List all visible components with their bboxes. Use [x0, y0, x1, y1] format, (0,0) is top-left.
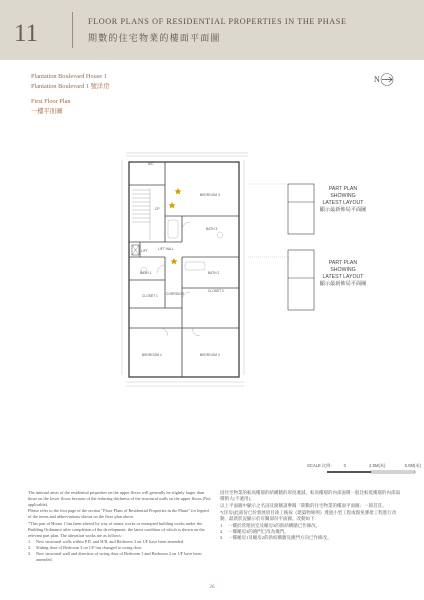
note-zh-3: *(洋房)此部份已於發展項目竣工後按《建築物條例》透過小型工程或豁免審批工程進行改動，最新狀況顯示於有關部份平面圖。改動如下： — [220, 510, 397, 521]
notes-chinese — [220, 490, 400, 541]
floor-plan — [120, 150, 320, 395]
room-label-bedroom1: BEDROOM 1 — [142, 353, 162, 357]
list-item: 2. Sliding door of Bedroom 3 on 1/F has changed to swing door. — [28, 545, 143, 551]
section-number: 11 — [14, 20, 39, 47]
list-item: 2. 一樓睡房3的趟門已改為掩門。 — [220, 529, 289, 534]
room-label-bath1: BATH 1 — [140, 271, 152, 275]
room-label-lift: LIFT — [141, 249, 148, 253]
floor-name-en: First Floor Plan — [31, 98, 71, 105]
room-label-lift-hall: LIFT HALL — [158, 247, 174, 251]
list-item: 1. New structural walls within P.D. and H.R. and Bedroom 3 on 1/F have been amended. — [28, 539, 185, 545]
note-en-1: The internal areas of the residential properties on the upper floors will generally be slightly larger than those on the lower floors because of the reducing thickness of the structural walls on the upper floors (Not applicable). — [28, 490, 211, 507]
scale-mark-1: 2.5M(米) — [369, 463, 386, 468]
room-label-corridor: CORRIDOR — [166, 292, 184, 296]
room-label-closet1: CLOSET 1 — [142, 294, 158, 298]
header-divider — [72, 12, 76, 48]
room-label-bedroom3: BEDROOM 3 — [200, 193, 220, 197]
svg-text:N: N — [374, 75, 380, 84]
note-en-2: Please refer to the first page of the section "Floor Plans of Residential Properties in the Phase" for legend of the terms and abbreviations shown on the floor plan above. — [28, 508, 209, 520]
room-label-cp: CP — [155, 207, 160, 211]
room-label-bath3: BATH 3 — [206, 227, 218, 231]
room-label-bath2: BATH 2 — [208, 271, 220, 275]
scale-label: SCALE 比例： — [307, 463, 335, 468]
room-label-bedroom2: BEDROOM 2 — [200, 353, 220, 357]
part-plan-label-2: PART PLAN SHOWING LATEST LAYOUT 顯示最新佈局平面圖 — [319, 260, 367, 287]
house-name-zh: Plantation Boulevard 1 號洋房 — [31, 83, 110, 90]
house-name-en: Plantation Boulevard House 1 — [31, 73, 107, 80]
section-title-en: FLOOR PLANS OF RESIDENTIAL PROPERTIES IN THE PHASE — [88, 17, 347, 26]
note-zh-1: 因住宅物業的較高樓層的結構牆的厚度遞減，較高樓層的內部面積一般比較低樓層的內部面積稍大(不適用)。 — [220, 490, 400, 501]
part-plan-label-1: PART PLAN SHOWING LATEST LAYOUT 顯示最新佈局平面圖 — [319, 186, 367, 213]
list-item: 3. New structural wall and direction of swing door of Bedroom 1 and Bedroom 2 on 1/F have been amended. — [28, 550, 202, 562]
section-title-zh: 期數的住宅物業的樓面平面圖 — [88, 33, 221, 43]
notes-english — [28, 490, 211, 563]
room-label-ac: A/C — [148, 162, 154, 166]
scale-mark-2: 5.0M(米) — [404, 463, 421, 468]
note-en-3: *This part of House 1 has been altered by way of minor works or exempted building works under the Building Ordinance after completion of the development, the latest condition of which is shown on the relevant part plan. The alteration works are as follows: — [28, 520, 205, 538]
page-number: 26 — [209, 585, 215, 590]
scale-mark-0: 0 — [343, 463, 346, 468]
scale-ruler — [327, 470, 417, 475]
scale-bar — [307, 463, 421, 475]
note-zh-2: 以上平面圖中顯示之名詞及簡稱請參閱「期數的住宅物業的樓面平面圖」一節首頁。 — [220, 503, 387, 508]
list-item: 3. 一樓睡房1及睡房2的新結構牆及掩門方向已作修改。 — [220, 535, 332, 540]
floor-name-zh: 一樓平面圖 — [31, 108, 63, 115]
north-arrow-icon — [373, 72, 395, 87]
page-header — [0, 0, 424, 60]
room-label-closet2: CLOSET 2 — [208, 289, 224, 293]
list-item: 1. 一樓於管理員室及睡房3的新結構牆已作修改。 — [220, 523, 321, 528]
